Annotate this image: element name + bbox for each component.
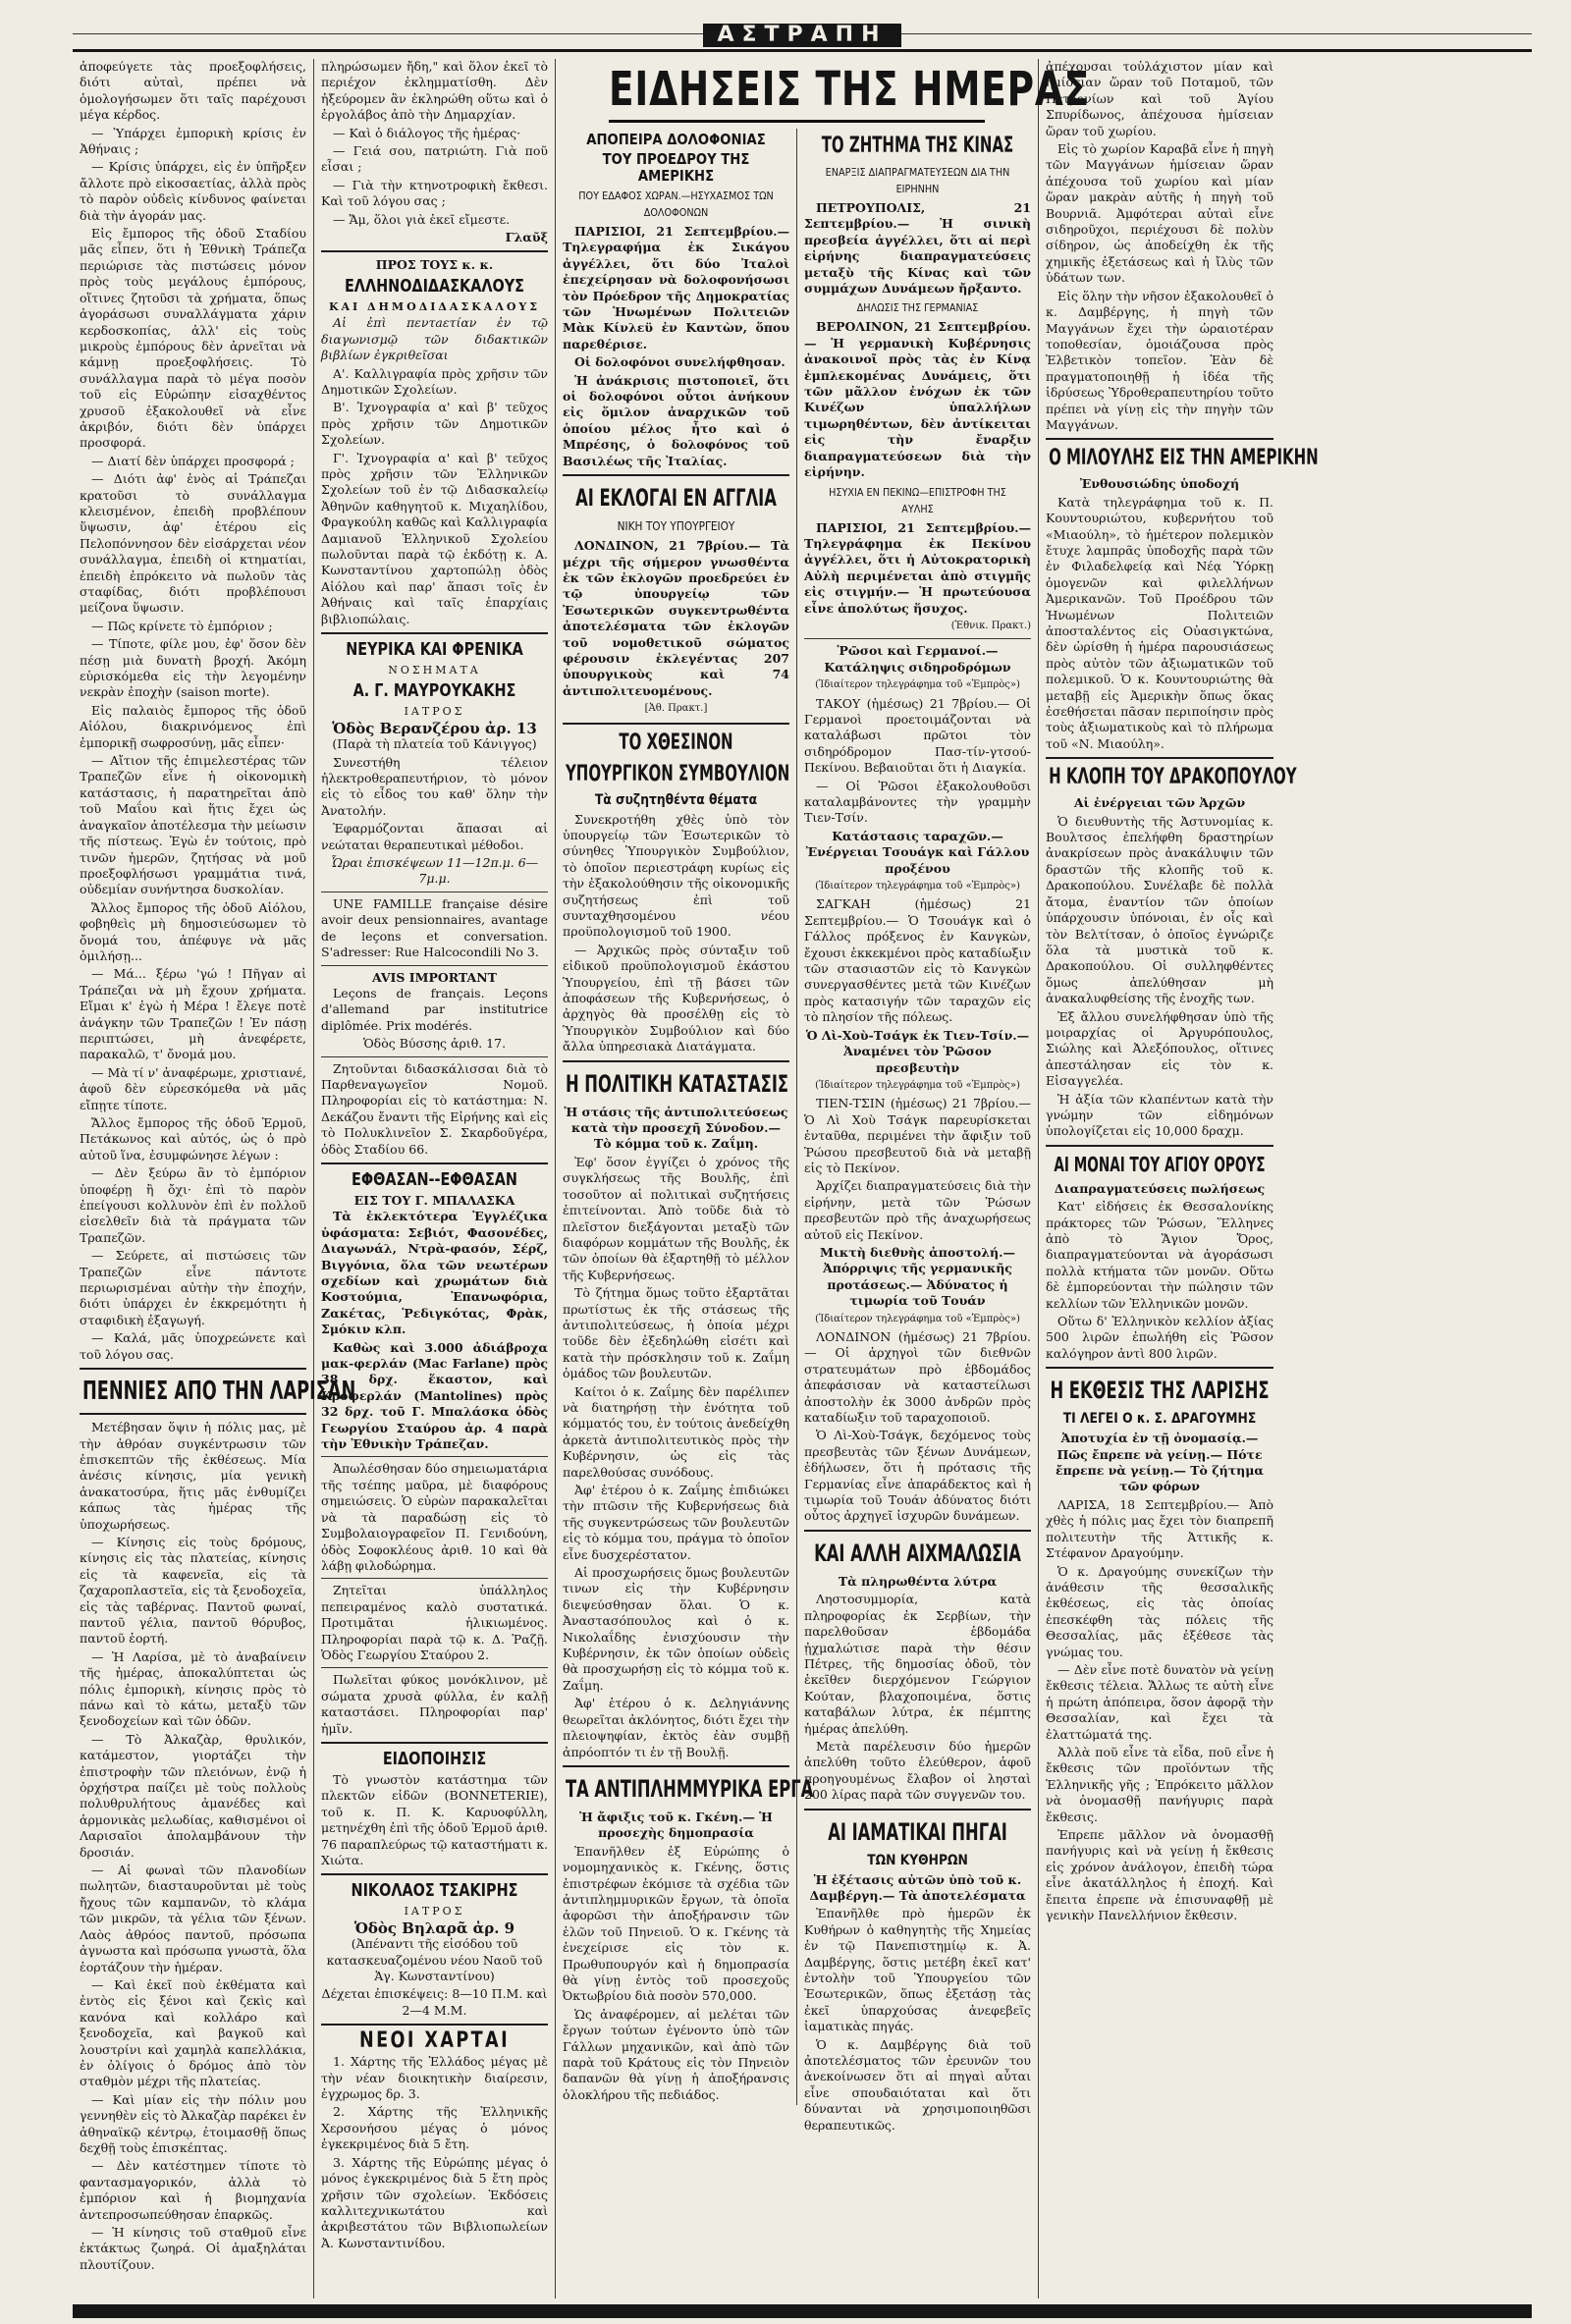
paragraph: UNE FAMILLE française désire avoir deux pensionnaires, avantage de leçons et conversation. S'adresser: Rue Halcocondili No 3.	[321, 895, 548, 960]
footer-bar	[73, 2304, 1532, 2318]
article-subheading: Ἡ στάσις τῆς ἀντιπολιτεύσεως κατὰ τὴν προσεχῆ Σύνοδον.— Τὸ κόμμα τοῦ κ. Ζαΐμη.	[564, 1104, 788, 1152]
paragraph: — Σεύρετε, αἱ πιστώσεις τῶν Τραπεζῶν εἶνε πάντοτε περιωρισμέναι αὐτὴν τὴν ἐποχήν, διότι ὑπάρχει ἐν ἐκκρεμότητι ἡ σταφιδικὴ ἐξαγωγή.	[80, 1248, 306, 1327]
article-subheading: Ἐνθουσιώδης ὑποδοχή	[1079, 476, 1240, 492]
paragraph: — Γειά σου, πατριώτη. Γιὰ ποῦ εἶσαι ;	[321, 143, 548, 175]
paragraph: — Οἱ Ῥῶσοι ἐξακολουθοῦσι καταλαμβάνοντες τὴν γραμμὴν Τιεν-Τσίν.	[804, 778, 1031, 826]
ad-subtitle: ΝΟΣΗΜΑΤΑ	[388, 664, 481, 676]
paragraph: ΤΑΚΟΥ (ἡμέσως) 21 7βρίου.— Οἱ Γερμανοὶ προετοιμάζονται νὰ καταλάβωσι πρῶτοι τὸν σιδηρόδρομον Πασ-τίν-γτσού-Πεκίνου. Βεβαιοῦται ὅτι ἡ Διαγκία.	[804, 695, 1031, 776]
paragraph: — Τίποτε, φίλε μου, ἐφ' ὅσον δὲν πέσῃ μιὰ δυνατὴ βροχή. Ἀκόμη εὑρισκόμεθα εἰς τὴν λεγομένην νεκρὰν ἐποχὴν (saison morte).	[80, 636, 306, 700]
divider	[321, 250, 548, 252]
divider	[1046, 757, 1273, 759]
divider	[804, 1809, 1031, 1811]
divider	[1046, 438, 1273, 440]
ad-subtitle: ΚΑΙ ΔΗΜΟΔΙΔΑΣΚΑΛΟΥΣ	[328, 299, 541, 313]
paragraph: — Διατί δὲν ὑπάρχει προσφορά ;	[91, 453, 295, 468]
paragraph: πληρώσωμεν ἤδη," καὶ ὅλον ἐκεῖ τὸ περιέχον ἐκλημματίσθη. Δὲν ἠξεύρομεν ἂν ἐκληρώθη οὕτω καὶ ὁ ἐργολάβος ἀπὸ τὴν Δημαρχίαν.	[321, 59, 548, 123]
paragraph: (Παρὰ τὴ πλατεία τοῦ Κάνιγγος)	[332, 736, 537, 752]
divider	[563, 1765, 789, 1767]
paragraph: Ἡ ἀξία τῶν κλαπέντων κατὰ τὴν γνώμην τῶν εἰδημόνων ὑπολογίζεται εἰς 10,000 δραχμ.	[1046, 1091, 1273, 1139]
divider	[1046, 1367, 1273, 1369]
divider	[321, 1162, 548, 1164]
article-subheading: Τὰ πληρωθέντα λύτρα	[838, 1573, 998, 1589]
paragraph: — Καλά, μᾶς ὑποχρεώνετε καὶ τοῦ λόγου σας.	[80, 1330, 306, 1362]
paragraph: — Αἴτιον τῆς ἐπιμελεστέρας τῶν Τραπεζῶν εἶνε ἡ οἰκονομικὴ κατάστασις, ἡ παρατηρεῖται ἀπὸ τοῦ Μαΐου καὶ ἥτις ἔχει ὡς ἀναγκαῖον ἀποτέλεσμα τὴν μείωσιν τῆς πίστεως. Ἐγὼ ἐν τούτοις, πρὸ τινῶν ἡμερῶν, ζητήσας νὰ μοῦ προεξοφλήσωσι γραμμάτια τινά, οὐδεμίαν συνήντησα δυσκολίαν.	[80, 753, 306, 897]
divider	[321, 1667, 548, 1668]
paragraph: ΛΟΝΔΙΝΟΝ, 21 7βρίου.— Τὰ μέχρι τῆς σήμερον γνωσθέντα ἐκ τῶν ἐκλογῶν προεδρεύει ἐν τῷ ὑπουργείῳ τῶν Ἐσωτερικῶν συγκεντρωθέντα ἀποτελέσματα τῶν ἐκλογῶν τοῦ νομοθετικοῦ σώματος φέρουσιν ἐκλεγέντας 207 ὑπουργικοὺς καὶ 74 ἀντιπολιτευομένους.	[563, 538, 789, 698]
paragraph: Καθὼς καὶ 3.000 ἀδιάβροχα μακ-φερλάν (Mac Farlane) πρὸς 38 δρχ. ἕκαστον, καὶ Κροφερλάν (Mantolines) πρὸς 32 δρχ. τοῦ Γ. Μπαλάσκα ὁδὸς Γεωργίου Σταύρου ἀρ. 4 παρὰ τὴν Ἐθνικὴν Τράπεζαν.	[321, 1339, 548, 1452]
paragraph: Ἀλλὰ ποῦ εἶνε τὰ εἶδα, ποῦ εἶνε ἡ ἔκθεσις τῶν προϊόντων τῆς Ἑλληνικῆς γῆς ; Ἐπρόκειτο μᾶλλον νὰ ὀνομασθῇ πανήγυρις παρὰ ἔκθεσις.	[1046, 1744, 1273, 1824]
paragraph: — Γιὰ τὴν κτηνοτροφικὴ ἔκθεσι. Καὶ τοῦ λόγου σας ;	[321, 177, 548, 209]
article-subheading: ΤΙ ΛΕΓΕΙ Ο κ. Σ. ΔΡΑΓΟΥΜΗΣ	[1062, 1411, 1257, 1428]
divider	[563, 723, 789, 725]
divider	[1046, 1145, 1273, 1147]
article-heading: ΤΟ ΧΘΕΣΙΝΟΝ	[619, 730, 733, 755]
paragraph: 1. Χάρτης τῆς Ἑλλάδος μέγας μὲ τὴν νέαν διοικητικὴν διαίρεσιν, ἐγχρωμος δρ. 3.	[321, 2054, 548, 2102]
divider	[321, 2024, 548, 2026]
paragraph: Οὕτω δ' Ἑλληνικὸν κελλίον ἀξίας 500 λιρῶν ἐπωλήθη εἰς Ῥῶσον καλόγηρον ἀντὶ 800 λιρῶν.	[1046, 1314, 1273, 1361]
paragraph: ΒΕΡΟΛΙΝΟΝ, 21 Σεπτεμβρίου.— Ἡ γερμανικὴ Κυβέρνησις ἀνακοινοῖ πρὸς τὰς ἐν Κίνᾳ ἐμπλεκομένας Δυνάμεις, ὅτι τῶν μᾶλλον ἐνόχων ἐκ τῶν Κινέζων ὑπαλλήλων τιμωρηθέντων, δὲν ἀντίκειται εἰς τὴν ἔναρξιν διαπραγματεύσεων διὰ τὴν εἰρήνην.	[804, 319, 1031, 480]
masthead	[73, 22, 1532, 52]
paragraph: Κατὰ τηλεγράφημα τοῦ κ. Π. Κουντουριώτου, κυβερνήτου τοῦ «Μιαούλη», τὸ ἡμέτερον πολεμικὸν ἔτυχε λαμπρᾶς ὑποδοχῆς παρὰ τῶν ἐν Φιλαδελφείᾳ καὶ Νέᾳ Ὑόρκῃ ὁμογενῶν καὶ φιλελλήνων Ἀμερικανῶν. Τοῦ Προέδρου τῶν Ἡνωμένων Πολιτειῶν ἀποσταλέντος εἰς Οὐασιγκτώνα, δὲν ὡρίσθη ἡ ἡμέρα παρουσιάσεως πρὸς αὐτὸν τῶν ἀξιωματικῶν τοῦ πολεμικοῦ. Ὁ κ. Κουντουριώτης θὰ μεταβῇ εἰς Ἀμερικὴν ὅπως ὅκας ἐσεθήσεται πᾶσαν περιποίησιν πρὸς τοὺς ἀξιωματικοὺς καὶ τὸ πλήρωμα τοῦ «Ν. Μιαούλη».	[1046, 494, 1273, 751]
ad-title: ΕΛΛΗΝΟΔΙΔΑΣΚΑΛΟΥΣ	[344, 275, 525, 297]
paragraph: Οἱ δολοφόνοι συνελήφθησαν.	[574, 354, 786, 370]
column-3	[556, 129, 814, 2105]
paragraph: Ἐξ ἄλλου συνελήφθησαν ὑπὸ τῆς μοιραρχίας οἱ Ἀργυρόπουλος, Σιώλης καὶ Ἀλεξόπουλος, οἵτινες ἀπεστάλησαν εἰς τὸν κ. Εἰσαγγελέα.	[1046, 1008, 1273, 1089]
paragraph: — Μὰ τί ν' ἀναφέρωμε, χριστιανέ, ἀφοῦ δὲν εὑρεσκόμεθα νὰ μᾶς εἴπῃτε τίποτε.	[80, 1064, 306, 1112]
article-heading: ΤΟ ΖΗΤΗΜΑ ΤΗΣ ΚΙΝΑΣ	[821, 134, 1014, 158]
paragraph: Ἀφ' ἑτέρου ὁ κ. Δεληγιάννης θεωρεῖται ἀκλόνητος, διότι ἔχει τὴν πλειοψηφίαν, ἐκτὸς ἐὰν συμβῇ ἀπρόοπτόν τι ἐν τῇ Βουλῇ.	[563, 1696, 789, 1759]
paragraph: 3. Χάρτης τῆς Εὐρώπης μέγας ὁ μόνος ἐγκεκριμένος διὰ 5 ἔτη πρὸς χρῆσιν τῶν σχολείων. Ἐκδόσεις καλλιτεχνικωτάτου καὶ ἀκριβεστάτου τῶν Βιβλιοπωλείων Ἀ. Κωνσταντινίδου.	[321, 2154, 548, 2250]
article-subheading: Ἡ ἄφιξις τοῦ κ. Γκένη.— Ἡ προσεχὴς δημοπρασία	[579, 1809, 773, 1841]
paragraph: Ληστοσυμμορία, κατὰ πληροφορίας ἐκ Σερβίων, τὴν παρελθοῦσαν ἑβδομάδα ᾐχμαλώτισε παρὰ τὴν θέσιν Πέτρες, τῆς δημοσίας ὁδοῦ, τὸν ἐκεῖθεν διερχόμενον Γεώργιον Κούταν, βλαχοποιμένα, ὅστις καταβάλων λύτρα, ἐκ πέμπτης ἡμέρας ἀπελύθη.	[804, 1592, 1031, 1736]
paragraph: (Ἀπέναντι τῆς εἰσόδου τοῦ κατασκευαζομένου νέου Ναοῦ τοῦ Ἁγ. Κωνσταντίνου)	[326, 1936, 543, 1984]
article-heading: ΤΑ ΑΝΤΙΠΛΗΜΜΥΡΙΚΑ ΕΡΓΑ	[565, 1774, 814, 1803]
ad-doctor-name: ΝΙΚΟΛΑΟΣ ΤΣΑΚΙΡΗΣ	[351, 1880, 518, 1902]
divider	[321, 965, 548, 966]
article-subheading: Διαπραγματεύσεις πωλήσεως	[1054, 1180, 1266, 1196]
ad-title: ΝΕΥΡΙΚΑ ΚΑΙ ΦΡΕΝΙΚΑ	[346, 639, 523, 660]
paragraph: Ἐφ' ὅσον ἐγγίζει ὁ χρόνος τῆς συγκλήσεως τῆς Βουλῆς, ἐπὶ τοσοῦτον αἱ πολιτικαὶ συζητήσεις ἐπιτείνονται. Ἀπὸ τοῦδε διὰ τὸ πλεῖστον διεξάγονται μεταξὺ τῶν διαφόρων κομμάτων τῆς Βουλῆς, ἐκ τῶν ὁποίων θὰ ἐξαρτηθῇ τὸ μέλλον τῆς Κυβερνήσεως.	[563, 1154, 789, 1282]
paragraph: — Δὲν κατέστημεν τίποτε τὸ φαντασμαγορικόν, ἀλλὰ τὸ ἐμπόριον καὶ ἡ βιομηχανία ἀντεπροσωπεύθησαν ἐπαρκῶς.	[80, 2158, 306, 2222]
paragraph: ΣΑΓΚΑΗ (ἡμέσως) 21 Σεπτεμβρίου.— Ὁ Τσουάγκ καὶ ὁ Γάλλος πρόξενος ἐν Κανγκὼν, ἔχουσι ἐκκεκμένοι πρὸς καταδίωξιν τῶν στασιαστῶν εἰς τὸ Κανγκὼν συνεργασθέντες μετὰ τῶν Κινέζων πρὸς κατασιγήν τῶν ταραχῶν εἰς τὸ πλησίον τῆς πόλεως.	[804, 896, 1031, 1025]
paragraph: Ἀρχίζει διαπραγματεύσεις διὰ τὴν εἰρήνην, μετὰ τῶν Ῥώσων πρεσβευτῶν πρὸ τῆς ἀναχωρήσεως αὐτοῦ εἰς Πεκίνον.	[804, 1178, 1031, 1242]
paragraph: ΤΙΕΝ-ΤΣΙΝ (ἡμέσως) 21 7βρίου.— Ὁ Λὶ Χοὺ Τσάγκ παρευρίσκεται ἐνταῦθα, περιμένει τὴν ἄφιξιν τοῦ Ῥώσου πρεσβευτοῦ διὰ νὰ μεταβῇ εἰς τὸ Πεκίνον.	[804, 1096, 1031, 1175]
paragraph: — Αἱ φωναὶ τῶν πλανοδίων πωλητῶν, διασταυροῦνται μὲ τοὺς ἤχους τῶν καμπανῶν, τὸ κλάμα τῶν μικρῶν, τὰ γέλια τῶν ξένων. Λαὸς ἀθρόος παντοῦ, πρόσωπα ἀγνωστα καὶ πρόσωπα γνωστὰ, ὅλα ἑορτάζουν τὴν ἡμέραν.	[80, 1863, 306, 1974]
paragraph: Β'. Ἰχνογραφία α' καὶ β' τεῦχος πρὸς χρῆσιν τῶν Δημοτικῶν Σχολείων.	[321, 400, 548, 448]
ad-hours: Δέχεται ἐπισκέψεις: 8—10 Π.Μ. καὶ 2—4 Μ.Μ.	[321, 1986, 548, 2018]
paragraph: ΠΑΡΙΣΙΟΙ, 21 Σεπτεμβρίου.— Τηλεγράφημα ἐκ Πεκίνου ἀγγέλλει, ὅτι ἡ Αὐτοκρατορικὴ Αὐλὴ περιμένεται ἀπὸ στιγμῆς εἰς στιγμήν.— Ἡ πρωτεύουσα εἶνε ἀπολύτως ἥσυχος.	[804, 519, 1031, 616]
paragraph: ἀπέχουσαι τοὐλάχιστον μίαν καὶ ἡμίσειαν ὥραν τοῦ Ποταμοῦ, τῶν Πετρονίων καὶ τοῦ Ἁγίου Σπυρίδωνος, ἀπέχουσα ἡμίσειαν ὥραν τοῦ χωρίου.	[1046, 59, 1273, 138]
paragraph: Leçons de français. Leçons d'allemand par institutrice diplômée. Prix modérés.	[321, 985, 548, 1033]
article-subheading: ΔΗΛΩΣΙΣ ΤΗΣ ΓΕΡΜΑΝΙΑΣ	[856, 301, 979, 315]
ad-role: ΙΑΤΡΟΣ	[404, 705, 465, 719]
paragraph: — Δὲν εἶνε ποτὲ δυνατὸν νὰ γείνῃ ἔκθεσις τέλεια. Ἄλλως τε αὐτὴ εἶνε ἡ πρώτη ἀπόπειρα, ὅσον ἀφορᾷ τὴν Θεσσαλίαν, καὶ ἔχει τὰ ἐλαττώματά της.	[1046, 1661, 1273, 1742]
paragraph: — Ἡ κίνησις τοῦ σταθμοῦ εἶνε ἐκτάκτως ζωηρά. Οἱ ἁμαξηλάται πλουτίζουν.	[80, 2225, 306, 2272]
article-subheading: Ὁ Λὶ-Χοὺ-Τσάγκ ἐκ Τιεν-Τσίν.— Ἀναμένει τὸν Ῥῶσον πρεσβευτὴν	[805, 1027, 1030, 1075]
ad-title: ΕΙΔΟΠΟΙΗΣΙΣ	[382, 1748, 487, 1769]
divider	[321, 1873, 548, 1875]
article-subheading: ΗΣΥΧΙΑ ΕΝ ΠΕΚΙΝΩ—ΕΠΙΣΤΡΟΦΗ ΤΗΣ ΑΥΛΗΣ	[829, 485, 1006, 515]
paragraph: — Καὶ ὁ διάλογος τῆς ἡμέρας·	[333, 125, 521, 140]
article-heading: ΑΙ ΙΑΜΑΤΙΚΑΙ ΠΗΓΑΙ	[828, 1817, 1007, 1846]
column-1	[73, 59, 356, 2298]
divider	[563, 1060, 789, 1062]
paragraph: — Καὶ μίαν εἰς τὴν πόλιν μου γεννηθὲν εἰς τὸ Ἀλκαζὰρ παρέκει ἐν ἀθηναϊκῷ κέντρῳ, ἐτοιμασθῇ ὅπως δεχθῇ τοὺς ἐπισκέπτας.	[80, 2091, 306, 2155]
paragraph: — Δὲν ξεύρω ἂν τὸ ἐμπόριον ὑποφέρῃ ἢ ὄχι· ἐπὶ τὸ παρὸν ἐπείγουσι κολλυνὸν ἐπὶ ἐν πολλοῦ εἰσελθεῖν διὰ τὰ πράγματα τῶν Τραπεζῶν.	[80, 1165, 306, 1245]
paragraph: Ἐπανῆλθεν ἐξ Εὐρώπης ὁ νομομηχανικὸς κ. Γκένης, ὅστις ἐπιστρέφων ἐκόμισε τὰ σχέδια τῶν ἀντιπλημμυρικῶν ἔργων, τὰ ὁποῖα ἀφορῶσι τὴν ἀποξήρανσιν τῶν ἑλῶν τοῦ Πηνειοῦ. Ὁ κ. Γκένης τὰ ἐνεχείρισε εἰς τὸν κ. Πρωθυπουργόν καὶ ἡ δημοπρασία θὰ γίνῃ ἐντὸς τοῦ προσεχοῦς Ὀκτωβρίου διὰ ποσὸν 570,000.	[563, 1843, 789, 2004]
paragraph: — Τὸ Ἀλκαζὰρ, θρυλικόν, κατάμεστον, γιορτάζει τὴν ἐπιστροφὴν τῶν πλειόνων, ἐνῷ ἡ ὀρχήστρα παίζει μὲ τοὺς πολλοὺς πολυθρυλήτους ἀμανέδες καὶ ἀρμονικὰς μελωδίας, καθισμένοι οἱ Λαρισαῖοι ἀπολαμβάνουν τὴν δροσιάν.	[80, 1731, 306, 1860]
paragraph: Ἀπωλέσθησαν δύο σημειωματάρια τῆς τσέπης μαῦρα, μὲ διαφόρους σημειώσεις. Ὁ εὑρὼν παρακαλεῖται νὰ τὰ παραδώσῃ εἰς τὸ Συμβολαιογραφεῖον Π. Γενιδούνη, ὁδὸς Σοφοκλέους ἀριθ. 10 καὶ θὰ λάβῃ φιλοδώρημα.	[321, 1461, 548, 1573]
paragraph: Ἀφ' ἑτέρου ὁ κ. Ζαΐμης ἐπιδιώκει τὴν πτῶσιν τῆς Κυβερνήσεως διὰ τῆς συγκεντρώσεως τῶν βουλευτῶν εἰς τὸ κόμμα του, πράγμα τὸ ὁποῖον εἶνε δυσχερέστατον.	[563, 1483, 789, 1562]
article-subheading: Ἡ ἐξέτασις αὐτῶν ὑπὸ τοῦ κ. Δαμβέργη.— Τὰ ἀποτελέσματα	[809, 1871, 1026, 1903]
divider	[804, 638, 1031, 639]
paragraph: Ἐπρεπε μᾶλλον νὰ ὀνομασθῇ πανήγυρις καὶ νὰ γείνῃ ἡ ἔκθεσις εἰς χρόνον ἀνάλογον, ἐπειδὴ τώρα εἶνε ἀκατάλληλος ἡ ἐποχή. Καὶ ἔπειτα ἐπρεπε νὰ ἐπισυναφθῇ μὲ γενικὴν Πανελλήνιον ἔκθεσιν.	[1046, 1827, 1273, 1923]
article-subheading: ΠΟΥ ΕΔΑΦΟΣ ΧΩΡΑΝ.—ΗΣΥΧΑΣΜΟΣ ΤΩΝ ΔΟΛΟΦΟΝΩΝ	[578, 189, 774, 219]
article-heading: Ο ΜΙΛΟΥΛΗΣ ΕΙΣ ΤΗΝ ΑΜΕΡΙΚΗΝ	[1049, 446, 1319, 471]
divider	[80, 1368, 306, 1370]
paragraph: Εἰς τὸ χωρίον Καραβᾶ εἶνε ἡ πηγὴ τῶν Μαγγάνων ἡμίσειαν ὥραν ἀπέχουσα τοῦ χωρίου καὶ μίαν ὥραν μακρὰν αὐτῆς ἡ πηγὴ τοῦ Βουρνιᾶ. Ἀμφότεραι αὐταὶ εἶνε σιδηροῦχοι, περιέχουσι δὲ πολὺν σίδηρον, ὡς ἀποδείχθη ἐκ τῆς χημικῆς ἐξετάσεως καὶ ἡ ἴλὺς τῶν ὑδάτων των.	[1046, 141, 1273, 286]
paragraph: — Κρίσις ὑπάρχει, εἰς ἐν ὑπῆρξεν ἄλλοτε πρὸ εἰκοσαετίας, ἀλλὰ πρὸς τὸ παρὸν οὐδεὶς κίνδυνος φαίνεται διὰ τὴν ἀγοράν μας.	[80, 159, 306, 223]
paragraph: Μετὰ παρέλευσιν δύο ἡμερῶν ἀπελύθη τοῦτο ἐλεύθερον, ἀφοῦ προηγουμένως ἔλαβον οἱ λησταὶ 200 λίρας παρὰ τῶν συγγενῶν του.	[804, 1738, 1031, 1803]
divider	[321, 1056, 548, 1057]
divider	[321, 1742, 548, 1744]
ad-title: ΝΕΟΙ ΧΑΡΤΑΙ	[358, 2028, 511, 2054]
article-subheading: ΤΩΝ ΚΥΘΗΡΩΝ	[867, 1852, 968, 1868]
article-heading: ΑΙ ΕΚΛΟΓΑΙ ΕΝ ΑΓΓΛΙΑ	[575, 484, 777, 513]
ad-address: Ὁδὸς Βηλαρᾶ ἀρ. 9	[353, 1919, 515, 1937]
paragraph: Ὁ διευθυντὴς τῆς Ἀστυνομίας κ. Βουλτσος ἐπελήφθη δραστηρίων ἀνακρίσεων πρὸς ἀνακάλυψιν τῶν δραστῶν τῆς κλοπῆς τοῦ κ. Δρακοπούλου. Συνέλαβε δὲ πολλὰ ἄτομα, ἐναντίον τῶν ὁποίων ὑπάρχουσιν ὑπόνοιαι, ἐν οἷς καὶ τὸν Βελτίτσαν, ὁ ὁποῖος ἐγνώριζε ὅλα τὰ μυστικὰ τοῦ κ. Δρακοπούλου. Οἱ συλληφθέντες ὅμως ἀπελύθησαν μὴ ἀνακαλυφθείσης τῆς ἐνοχῆς των.	[1046, 813, 1273, 1006]
column-2	[314, 59, 556, 2298]
paragraph: Αἱ ἐπὶ πεντaετίαν ἐν τῷ διαγωνισμῷ τῶν διδακτικῶν βιβλίων ἐγκριθεῖσαι	[321, 315, 548, 363]
ad-role: ΙΑΤΡΟΣ	[404, 1905, 465, 1919]
paragraph: — Ἄμ, ὅλοι γιὰ ἐκεῖ εἴμεστε.	[333, 211, 511, 227]
paragraph: — Καὶ ἐκεῖ ποὺ ἐκθέματα καὶ ἐντὸς εἰς ξένοι καὶ ζεκὶς καὶ κανόνα καὶ κολλάρο καὶ ξενοδοχεῖα, καὶ βαγκοῦ καὶ λουστρίνι καὶ χαμηλὰ καπελλάκια, ἐν ὀλίγοις ὁ δρόμος ἀπὸ τὸν σταθμὸν μέχρι τῆς πλατείας.	[80, 1976, 306, 2089]
paragraph: Συνεκροτήθη χθὲς ὑπὸ τὸν ὑπουργείῳ τῶν Ἐσωτερικῶν τὸ σύνηθες Ὑπουργικὸν Συμβούλιον, τὸ ὁποῖον περιεστράφη κυρίως εἰς τὴν ἐξακολούθησιν τῆς οἰκονομικῆς συζητήσεως ἐπὶ τοῦ συνταχθησομένου νέου προϋπολογισμοῦ τοῦ 1900.	[563, 811, 789, 940]
paragraph: Μετέβησαν ὅψιν ἡ πόλις μας, μὲ τὴν ἀθρόαν συγκέντρωσιν τῶν ἐπισκεπτῶν τῆς ἐκθέσεως. Μία ἀνέσις κίνησις, μία γενικὴ ἀνακατοσύρα, ἥτις μᾶς ἐνθυμίζει κάπως τὰς ἡμέρας τῆς ὑποχωρήσεως.	[80, 1420, 306, 1532]
article-heading: ΤΟΥ ΠΡΟΕΔΡΟΥ ΤΗΣ ΑΜΕΡΙΚΗΣ	[602, 150, 750, 185]
paragraph: Ὁ Λὶ-Χοὺ-Τσάγκ, δεχόμενος τοὺς πρεσβευτὰς τῶν ξένων Δυνάμεων, ἐδήλωσεν, ὅτι ἡ πρότασις τῆς Γερμανίας εἶνε ἀπαράδεκτος καὶ ἡ τιμωρία τοῦ Τουάν ἀδύνατος διότι οὗτος ἀρχηγεῖ ἰσχυρῶν δυνάμεων.	[804, 1428, 1031, 1524]
divider	[321, 1456, 548, 1457]
ad-subtitle: ΕΙΣ ΤΟΥ Γ. ΜΠΑΛΑΣΚΑ	[353, 1192, 515, 1208]
paragraph: — Ἀρχικῶς πρὸς σύνταξιν τοῦ εἰδικοῦ προϋπολογισμοῦ ἑκάστου Ὑπουργείου, ἐπὶ τῇ βάσει τῶν ἀποφάσεων τῆς Κυβερνήσεως, ὁ ἀρχηγὸς θὰ προσέλθῃ εἰς τὸ Ὑπουργικὸν Συμβούλιον καὶ δύο ἄλλα ὑπηρεσιακὰ Διατάγματα.	[563, 942, 789, 1054]
paragraph: Γ'. Ἰχνογραφία α' καὶ β' τεῦχος πρὸς χρῆσιν τῶν Ἑλληνικῶν Σχολείων τοῦ ἐν τῷ Διδασκαλείῳ Ἀθηνῶν καθηγητοῦ κ. Μιχαηλίδου, Φραγκούλη καθῶς καὶ Καλλιγραφία Δαμιανοῦ Ἑλληνικοῦ Σχολείου πωλοῦνται παρὰ τῷ ἐκδότῃ κ. Α. Κωνσταντίνου χαρτοπώλῃ ὁδὸς Αἰόλου καὶ παρ' ἅπασι τοῖς ἐν Ἀθήναις καὶ ταῖς ἐπαρχίαις βιβλιοπώλαις.	[321, 450, 548, 626]
article-subheading: Αἱ ἐνέργειαι τῶν Ἀρχῶν	[1073, 795, 1246, 811]
paragraph: Ἐπανῆλθε πρὸ ἡμερῶν ἐκ Κυθήρων ὁ καθηγητὴς τῆς Χημείας ἐν τῷ Πανεπιστημίῳ κ. Ἀ. Δαμβέργης, ὅστις μετέβη ἐκεῖ κατ' ἐντολὴν τοῦ Ὑπουργείου τῶν Ἐσωτερικῶν, ὅπως ἐξετάσῃ τὰς ἐκεῖ ὑπαρχούσας ἀνεφεβεῖς ἰαματικὰς πηγάς.	[804, 1906, 1031, 2034]
paragraph: 2. Χάρτης τῆς Ἑλληνικῆς Χερσονήσου μέγας ὁ μόνος ἐγκεκριμένος διὰ 5 ἔτη.	[321, 2104, 548, 2152]
paragraph: Τὸ ζήτημα ὅμως τοῦτο ἐξαρτᾶται πρωτίστως ἐκ τῆς στάσεως τῆς ἀντιπολιτεύσεως, ἡ ὁποία μέχρι τοῦδε δὲν ἐξεδηλώθη εἰσέτι καὶ κατὰ τὴν πρόσκλησιν τοῦ κ. Ζαΐμη ὁμάδος τῶν βουλευτῶν.	[563, 1285, 789, 1381]
paragraph: — Πῶς κρίνετε τὸ ἐμπόριον ;	[91, 618, 273, 633]
paragraph: Ὡς ἀναφέρομεν, αἱ μελέται τῶν ἔργων τούτων ἐγένοντο ὑπὸ τῶν Γάλλων μηχανικῶν, καὶ ἀπὸ τῶν παρὰ τοῦ Κράτους εἰς τὸν Πηνειὸν δαπανῶν θὰ γίνῃ ἡ ἀποξήρανσις ὁλοκλήρου τῆς πεδιάδος.	[563, 2006, 789, 2102]
paragraph: Ὁ κ. Δραγούμης συνεκίζων τὴν ἀνάθεσιν τῆς θεσσαλικῆς ἐκθέσεως, εἰς τὰς ὁποίας ἐπεσκέφθη τὰς πόλεις τῆς Θεσσαλίας, μᾶς ἐξέθεσε τὰς γνώμας του.	[1046, 1563, 1273, 1659]
paragraph: Α'. Καλλιγραφία πρὸς χρῆσιν τῶν Δημοτικῶν Σχολείων.	[321, 365, 548, 397]
paragraph: — Ὑπάρχει ἐμπορικὴ κρίσις ἐν Ἀθήναις ;	[80, 125, 306, 157]
article-heading: ΑΠΟΠΕΙΡΑ ΔΟΛΟΦΟΝΙΑΣ	[586, 131, 766, 148]
paragraph: ΠΕΤΡΟΥΠΟΛΙΣ, 21 Σεπτεμβρίου.— Ἡ σινικὴ πρεσβεία ἀγγέλλει, ὅτι αἱ περὶ εἰρήνης διαπραγματεύσεις μεταξὺ τῆς Κίνας καὶ τῶν συμμάχων Δυνάμεων ἤρξαντο.	[804, 200, 1031, 297]
paragraph: — Διότι ἀφ' ἑνὸς αἱ Τράπεζαι κρατοῦσι τὸ συνάλλαγμα κλεισμένον, ἐπειδὴ προβλέπουν ὕψωσιν, ἀφ' ἑτέρου εἰς Πελοπόννησον δὲν εἰσάρχεται νέον συνάλλαγμα, ἐπειδὴ οἱ κτηματίαι, ἐπειδὴ ἐπρόκειτο νὰ πωλοῦν τὰς σταφίδας, διότι προβλέπουσι μείζονα ὕψωσιν.	[80, 471, 306, 616]
masthead-title: ΑΣΤΡΑΠΗ	[703, 24, 900, 47]
paragraph: Τὰ ἐκλεκτότερα Ἐγγλέζικα ὑφάσματα: Σεβιότ, Φασονέδες, Διαγωνάλ, Ντρὰ-φασόν, Σέρζ, Βιγγόνια, ὅλα τῶν νεωτέρων σχεδίων καὶ χρωμάτων διὰ Κοστούμια, Ἐπανωφόρια, Ζακέτας, Ῥεδιγκότας, Φρὰκ, Σμόκιν κλπ.	[321, 1209, 548, 1337]
paragraph: Ἄλλος ἔμπορος τῆς ὁδοῦ Αἰόλου, φοβηθεὶς μὴ δημοσιεύσωμεν τὸ ὄνομά του, ἀπέφυγε νὰ μᾶς ὁμιλήσῃ...	[80, 899, 306, 963]
ad-address: Ὁδὸς Βερανζέρου ἀρ. 13	[332, 719, 537, 737]
paragraph: ΠΑΡΙΣΙΟΙ, 21 Σεπτεμβρίου.— Τηλεγραφήμα ἐκ Σικάγου ἀγγέλλει, ὅτι δύο Ἰταλοὶ ἐπεχείρησαν νὰ δολοφονήσωσι τὸν Πρόεδρον τῆς Δημοκρατίας τῶν Ἡνωμένων Πολιτειῶν Μὰκ Κίνλεϋ ἐν Καντὼν, ὅπου παρεθέρισε.	[563, 224, 789, 351]
article-subheading: ΕΝΑΡΞΙΣ ΔΙΑΠΡΑΓΜΑΤΕΥΣΕΩΝ ΔΙΑ ΤΗΝ ΕΙΡΗΝΗΝ	[825, 166, 1010, 195]
paragraph: Τὸ γνωστὸν κατάστημα τῶν πλεκτῶν εἰδῶν (BONNETERIE), τοῦ κ. Π. Κ. Καρυοφύλλη, μετηνέχθη ἐπὶ τῆς ὁδοῦ Ἑρμοῦ ἀριθ. 76 παραπλεύρως τῷ καταστήματι κ. Χιώτα.	[321, 1771, 548, 1867]
paragraph: Ὁ κ. Δαμβέργης διὰ τοῦ ἀποτελέσματος τῶν ἐρευνῶν του ἀνεκοίνωσεν ὅτι αἱ πηγαὶ αὗται εἶνε σπουδαιόταται καὶ ὅτι δύνανται νὰ χρησιμοποιηθῶσι θεραπευτικῶς.	[804, 2036, 1031, 2133]
column-4	[797, 129, 1038, 2135]
divider	[804, 1530, 1031, 1532]
column-5	[1039, 59, 1319, 2298]
article-heading: Η ΚΛΟΠΗ ΤΟΥ ΔΡΑΚΟΠΟΥΛΟΥ	[1049, 765, 1297, 790]
divider	[321, 1578, 548, 1579]
article-subheading: Κατάστασις ταραχῶν.— Ἐνέργειαι Τσουάγκ καὶ Γάλλου προξένου	[805, 828, 1030, 876]
paragraph: ἀποφεύγετε τὰς προεξοφλήσεις, διότι αὐταὶ, πρέπει νὰ ὁμολογήσωμεν ὅτι ταῖς παρέχουσι μέγα κέρδος.	[80, 59, 306, 123]
paragraph: — Μά... ξέρω 'γώ ! Πῆγαν αἱ Τράπεζαι νὰ μὴ ἔχουν χρήματα. Εἴμαι κ' ἐγὼ ἡ Μέρα ! ἔλεγε ποτὲ ἀνάγκην τῶν Τραπεζῶν ! Ἐν πάσῃ περιπτώσει, μὴ ἀνεφέρετε, παρακαλῶ, τ' ὄνομά μου.	[80, 966, 306, 1062]
ad-heading: ΠΡΟΣ ΤΟΥΣ κ. κ.	[375, 257, 494, 273]
paragraph: ΛΑΡΙΣΑ, 18 Σεπτεμβρίου.— Ἀπὸ χθὲς ἡ πόλις μας ἔχει τὸν διαπρεπῆ πολιτευτὴν τῆς Ἀττικῆς κ. Στέφανον Δραγούμην.	[1046, 1496, 1273, 1561]
paragraph: Συνεστήθη τέλειον ἠλεκτροθεραπευτήριον, τὸ μόνον εἰς τὸ εἶδος του καθ' ὅλην τὴν Ἀνατολήν.	[321, 754, 548, 818]
source-note: (Ἐθνικ. Πρακτ.)	[950, 620, 1031, 631]
ad-title: AVIS IMPORTANT	[372, 969, 497, 985]
paragraph: Εἰς παλαιὸς ἔμπορος τῆς ὁδοῦ Αἰόλου, διακρινόμενος ἐπὶ ἐμπορικῇ σωφροσύνῃ, μᾶς εἶπεν·	[80, 702, 306, 750]
paragraph: ΛΟΝΔΙΝΟΝ (ἡμέσως) 21 7βρίου.— Οἱ ἀρχηγοὶ τῶν διεθνῶν στρατευμάτων πρὸ ἑβδομάδος ἀπεφάσισαν νὰ καταστείλωσι ἀποστολὴν ἐκ 3000 ἀνδρῶν πρὸς καταδίωξιν τοῦ ταραχοποιοῦ.	[804, 1329, 1031, 1426]
divider	[80, 1413, 306, 1415]
source-note: (Ἰδιαίτερον τηλεγράφημα τοῦ «Ἐμπρὸς»)	[815, 881, 1020, 892]
article-subheading: Μικτὴ διεθνὴς ἀποστολή.— Ἀπόρριψις τῆς γερμανικῆς προτάσεως.— Ἀδύνατος ἡ τιμωρία τοῦ Τουάν	[820, 1244, 1015, 1309]
paragraph: Αἱ προσχωρήσεις ὅμως βουλευτῶν τινων εἰς τὴν Κυβέρνησιν διεψεύσθησαν ὅλαι. Ὁ κ. Ἀναστασόπουλος καὶ ὁ κ. Νικολαΐδης ἐνισχύουσιν τὴν Κυβέρνησιν, ἐκ τῶν ὁποίων οὐδεὶς θὰ προσχωρήσῃ εἰς τὸ κόμμα τοῦ κ. Ζαΐμη.	[563, 1565, 789, 1693]
article-heading: Η ΕΚΘΕΣΙΣ ΤΗΣ ΛΑΡΙΣΗΣ	[1050, 1377, 1270, 1405]
paragraph: Καίτοι ὁ κ. Ζαΐμης δὲν παρέλιπεν νὰ διατηρήσῃ τὴν ἐνότητα τοῦ κόμματός του, ἐν τούτοις ἀνεδείχθη ἀρκετὰ ἀντιπολιτευτικὸς πρὸς τὴν Κυβέρνησιν, ὡς εἰς τὰς παρελθούσας συνόδους.	[563, 1383, 789, 1480]
article-subheading: Ἀποτυχία ἐν τῇ ὀνομασίᾳ.— Πῶς ἔπρεπε νὰ γείνῃ.— Πότε ἔπρεπε νὰ γείνῃ.— Τὸ ζήτημα τῶν φόρων	[1055, 1431, 1265, 1494]
divider	[563, 474, 789, 476]
ad-title: ΕΦΘΑΣΑΝ--ΕΦΘΑΣΑΝ	[352, 1168, 517, 1190]
news-columns	[556, 129, 1038, 2135]
paragraph: Εἰς ὅλην τὴν νῆσον ἐξακολουθεῖ ὁ κ. Δαμβέργης, ἡ πηγὴ τῶν Μαγγάνων ἔχει τὴν ὡραιοτέραν τοποθεσίαν, ὁμοιάζουσα πρὸς Ἑλβετικὸν τοπεῖον. Ἐὰν δὲ πραγματοποιηθῇ ἡ ἰδέα τῆς ἱδρύσεως Ὑδροθεραπευτηρίου τοῦτο πρέπει νὰ γίνῃ εἰς τὴν πηγὴν τῶν Μαγγάνων.	[1046, 288, 1273, 432]
article-heading: ΚΑΙ ΑΛΛΗ ΑΙΧΜΑΛΩΣΙΑ	[814, 1539, 1021, 1567]
article-subheading: ΝΙΚΗ ΤΟΥ ΥΠΟΥΡΓΕΙΟΥ	[617, 519, 735, 534]
paragraph: Κατ' εἰδήσεις ἐκ Θεσσαλονίκης πράκτορες τῶν Ῥώσων, Ἕλληνες ἀπὸ τὸ Ἅγιον Ὄρος, διαπραγματεύονται νὰ ἀγοράσωσι πολλὰ κτήματα τῶν μονῶν. Οὕτω δὲ ἐμπορεύονται τὴν πώλησιν τῶν κελλίων τῶν Ἑλληνικῶν μονῶν.	[1046, 1199, 1273, 1311]
news-title: ΕΙΔΗΣΕΙΣ ΤΗΣ ΗΜΕΡΑΣ	[609, 61, 985, 123]
source-note: [Ἀθ. Πρακτ.]	[644, 703, 708, 715]
ad-address: Ὁδὸς Βύσσης ἀριθ. 17.	[362, 1036, 507, 1052]
article-heading: ΑΙ ΜΟΝΑΙ ΤΟΥ ΑΓΙΟΥ ΟΡΟΥΣ	[1054, 1152, 1266, 1176]
paragraph: Πωλεῖται φύκος μονόκλινον, μὲ σώματα χρυσὰ φύλλα, ἐν καλῇ καταστάσει. Πληροφορίαι παρ' ἡμῖν.	[321, 1672, 548, 1736]
ad-hours: Ὧραι ἐπισκέψεων 11—12π.μ. 6—7μ.μ.	[330, 855, 539, 887]
ad-doctor-name: Α. Γ. ΜΑΥΡΟΥΚΑΚΗΣ	[352, 680, 516, 702]
paragraph: Ἐφαρμόζονται ἅπασαι αἱ νεώταται θεραπευτικαὶ μέθοδοι.	[321, 821, 548, 852]
paragraph: Ἡ ἀνάκρισις πιστοποιεῖ, ὅτι οἱ δολοφόνοι οὗτοι ἀνήκουν εἰς ὅμιλον ἀναρχικῶν τοῦ ὁποίου μέλος ἦτο καὶ ὁ Μπρέσης, ὁ δολοφόνος τοῦ Βασιλέως τῆς Ἰταλίας.	[563, 372, 789, 468]
source-note: (Ἰδιαίτερον τηλεγράφημα τοῦ «Ἐμπρὸς»)	[815, 1079, 1020, 1091]
source-note: (Ἰδιαίτερον τηλεγράφημα τοῦ «Ἐμπρὸς»)	[815, 679, 1020, 691]
paragraph: Ζητεῖται ὑπάλληλος πεπειραμένος καλὸ συστατικά. Προτιμᾶται ἡλικιωμένος. Πληροφορίαι παρὰ τῷ κ. Δ. Ῥαζῇ. Ὁδὸς Γεωργίου Σταύρου 2.	[321, 1583, 548, 1662]
news-of-the-day	[556, 59, 1090, 2298]
paragraph: — Κίνησις εἰς τοὺς δρόμους, κίνησις εἰς τὰς πλατείας, κίνησις εἰς τὰ καφενεῖα, εἰς τὰ ζαχαροπλαστεῖα, εἰς τὰ ξενοδοχεῖα, εἰς τὰς ταβέρνας. Παντοῦ φωναί, παντοῦ γέλια, παντοῦ θόρυβος, παντοῦ ἑορτή.	[80, 1534, 306, 1647]
paragraph: Εἰς ἔμπορος τῆς ὁδοῦ Σταδίου μᾶς εἶπεν, ὅτι ἡ Ἐθνικὴ Τράπεζα περιώρισε τὰς πιστώσεις μόνον πρὸς τοὺς μεγάλους ἐμπόρους, οἵτινες ζητοῦσι τὰ χρήματα, ὅπως ἀγοράσωσι συναλλάγματα χάριν κερδοσκοπίας, ἀλλ' εἰς τοὺς μικροὺς ἐμπόρους δὲν ἀρνεῖται νὰ κάμνῃ προεξοφλήσεις. Τὸ συνάλλαγμα παρὰ τὸ μέγα ποσὸν τοῦ εἰς Εὐρώπην εἰσαχθέντος χρυσοῦ ἐξακολουθεῖ νὰ εἶνε ἀκριβόν, διότι δὲν ὑπάρχει προσφορά.	[80, 226, 306, 451]
section-heading: ΠΕΝΝΙΕΣ ΑΠΟ ΤΗΝ ΛΑΡΙΣΑΝ	[81, 1377, 356, 1407]
paragraph: Ἄλλος ἔμπορος τῆς ὁδοῦ Ἑρμοῦ, Πετάκωνος καὶ αὐτός, ὡς ὁ πρὸ αὐτοῦ ἵνα, ἐσυμφώνησε λέγων :	[80, 1115, 306, 1162]
divider	[321, 632, 548, 634]
article-heading: Η ΠΟΛΙΤΙΚΗ ΚΑΤΑΣΤΑΣΙΣ	[565, 1069, 789, 1098]
signature: Γλαῦξ	[505, 230, 548, 245]
source-note: (Ἰδιαίτερον τηλεγράφημα τοῦ «Ἐμπρὸς»)	[815, 1313, 1020, 1324]
article-subheading: Ῥῶσοι καὶ Γερμανοί.— Κατάληψις σιδηροδρόμων	[824, 643, 1011, 675]
paragraph: Ζητοῦνται διδασκάλισσαι διὰ τὸ Παρθεναγωγεῖον Νομοῦ. Πληροφορίαι εἰς τὸ κατάστημα: Ν. Δεκάζου ἔναντι τῆς Εἰρήνης καὶ εἰς τὸ Πολυκλινεῖον Σ. Σκαρδοῦγέρα, ὁδὸς Σταδίου 66.	[321, 1060, 548, 1157]
columns	[73, 59, 1532, 2298]
article-heading: ΥΠΟΥΡΓΙΚΟΝ ΣΥΜΒΟΥΛΙΟΝ	[565, 761, 790, 786]
article-subheading: Τὰ συζητηθέντα θέματα	[594, 791, 758, 808]
paragraph: — Ἡ Λαρίσα, μὲ τὸ ἀναβαίνειν τῆς ἡμέρας, ἀποκαλύπτεται ὡς πόλις ἐμπορικὴ, κίνησις πρὸς τὸ πάνω καὶ τὸ κάτω, μεταξὺ τῶν ξενοδοχείων καὶ τῶν ὁδῶν.	[80, 1648, 306, 1729]
